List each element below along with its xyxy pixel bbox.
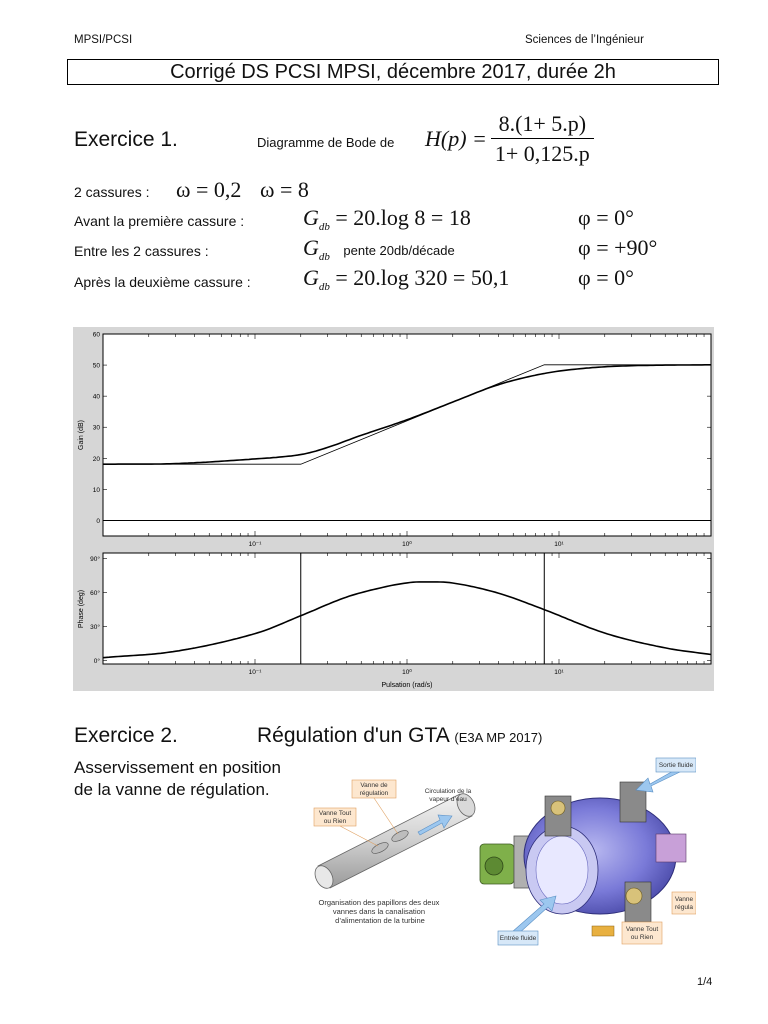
valve-assembly-drawing bbox=[480, 782, 686, 936]
gdb-symbol: G bbox=[303, 235, 319, 260]
gain-plot-area bbox=[103, 334, 711, 536]
omega-1: ω = 0,2 bbox=[176, 177, 242, 202]
row-between-gain bbox=[303, 235, 455, 263]
gain-x-tick-label: 10¹ bbox=[554, 541, 564, 548]
gain-y-tick-label: 40 bbox=[92, 393, 100, 401]
row-after-gain bbox=[303, 265, 509, 293]
gdb-subscript: db bbox=[318, 221, 330, 233]
gain-axis-label: Gain (dB) bbox=[78, 420, 85, 450]
label-vanne-tout-rien-2: Vanne Tout ou Rien bbox=[625, 926, 659, 941]
exercise-2-heading: Exercice 2. bbox=[74, 724, 178, 747]
gta-reference: (E3A MP 2017) bbox=[454, 730, 543, 745]
label-vanne-regulation: Vanne de régulation bbox=[359, 782, 389, 797]
gain-expression: = 20.log 8 = 18 bbox=[335, 205, 471, 230]
row-before-phase: φ = 0° bbox=[578, 205, 634, 230]
leader-line bbox=[374, 798, 398, 834]
row-before-label: Avant la première cassure : bbox=[74, 213, 245, 229]
gta-title: Régulation d'un GTA bbox=[257, 724, 449, 747]
gain-expression: = 20.log 320 = 50,1 bbox=[335, 265, 510, 290]
phase-x-tick-label: 10¹ bbox=[554, 669, 564, 676]
row-after-phase: φ = 0° bbox=[578, 265, 634, 290]
transfer-function bbox=[425, 111, 594, 167]
gain-y-tick-label: 50 bbox=[92, 362, 100, 370]
row-between-phase: φ = +90° bbox=[578, 235, 658, 260]
bode-label: Diagramme de Bode de bbox=[257, 135, 395, 150]
gain-y-tick-label: 10 bbox=[92, 486, 100, 494]
row-after-label: Après la deuxième cassure : bbox=[74, 274, 251, 290]
gain-y-tick-label: 60 bbox=[92, 331, 100, 339]
label-entree-fluide: Entrée fluide bbox=[499, 935, 537, 942]
document-title: Corrigé DS PCSI MPSI, décembre 2017, durée 2h bbox=[67, 59, 719, 85]
gain-y-tick-label: 20 bbox=[92, 455, 100, 463]
tf-fraction bbox=[491, 111, 594, 167]
gdb-symbol: G bbox=[303, 205, 319, 230]
tf-denominator: 1+ 0,125.p bbox=[494, 141, 590, 166]
gain-y-tick-label: 0 bbox=[96, 517, 100, 525]
phase-y-tick-label: 30° bbox=[90, 624, 100, 632]
gain-x-tick-label: 10⁻¹ bbox=[248, 541, 262, 548]
gdb-symbol: G bbox=[303, 265, 319, 290]
gdb-subscript: db bbox=[318, 251, 330, 263]
phase-y-tick-label: 0° bbox=[93, 658, 100, 666]
leader-line bbox=[340, 826, 378, 846]
header-right: Sciences de l’Ingénieur bbox=[525, 34, 644, 46]
header-left: MPSI/PCSI bbox=[74, 34, 133, 46]
bode-diagram bbox=[73, 327, 714, 691]
omega-2: ω = 8 bbox=[260, 177, 309, 202]
phase-x-tick-label: 10⁰ bbox=[402, 669, 412, 676]
gain-y-tick-label: 30 bbox=[92, 424, 100, 432]
gain-slope-text: pente 20db/décade bbox=[343, 243, 455, 258]
page-number: 1/4 bbox=[697, 976, 713, 988]
gain-x-tick-label: 10⁰ bbox=[402, 541, 412, 548]
gdb-subscript: db bbox=[318, 281, 330, 293]
phase-axis-label: Phase (deg) bbox=[78, 589, 85, 629]
pipe-drawing bbox=[311, 791, 478, 892]
label-circulation: Circulation de la vapeur d’eau bbox=[424, 788, 472, 803]
label-organisation: Organisation des papillons des deux vannes dans la canalisation d’alimentation de la turbine bbox=[318, 898, 440, 925]
valve-illustration bbox=[300, 756, 696, 950]
tf-numerator: 8.(1+ 5.p) bbox=[491, 111, 594, 139]
label-vanne-tout-rien: Vanne Tout ou Rien bbox=[318, 810, 352, 825]
exercise-2-description: Asservissement en position de la vanne de régulation. bbox=[74, 758, 281, 799]
phase-y-tick-label: 90° bbox=[90, 556, 100, 564]
x-axis-label: Pulsation (rad/s) bbox=[381, 682, 433, 689]
row-before-gain bbox=[303, 205, 471, 233]
tf-lhs: H(p) = bbox=[425, 126, 487, 151]
phase-x-tick-label: 10⁻¹ bbox=[248, 669, 262, 676]
inflow-arrow bbox=[512, 896, 556, 936]
label-sortie-fluide: Sortie fluide bbox=[658, 762, 694, 769]
exercise-2-subtitle bbox=[257, 724, 542, 748]
row-between-label: Entre les 2 cassures : bbox=[74, 243, 209, 259]
exercise-1-heading: Exercice 1. bbox=[74, 128, 178, 151]
label-vanne-regulation-2: Vanne régula bbox=[674, 896, 694, 911]
phase-y-tick-label: 60° bbox=[90, 590, 100, 598]
cassures-label: 2 cassures : bbox=[74, 184, 150, 200]
